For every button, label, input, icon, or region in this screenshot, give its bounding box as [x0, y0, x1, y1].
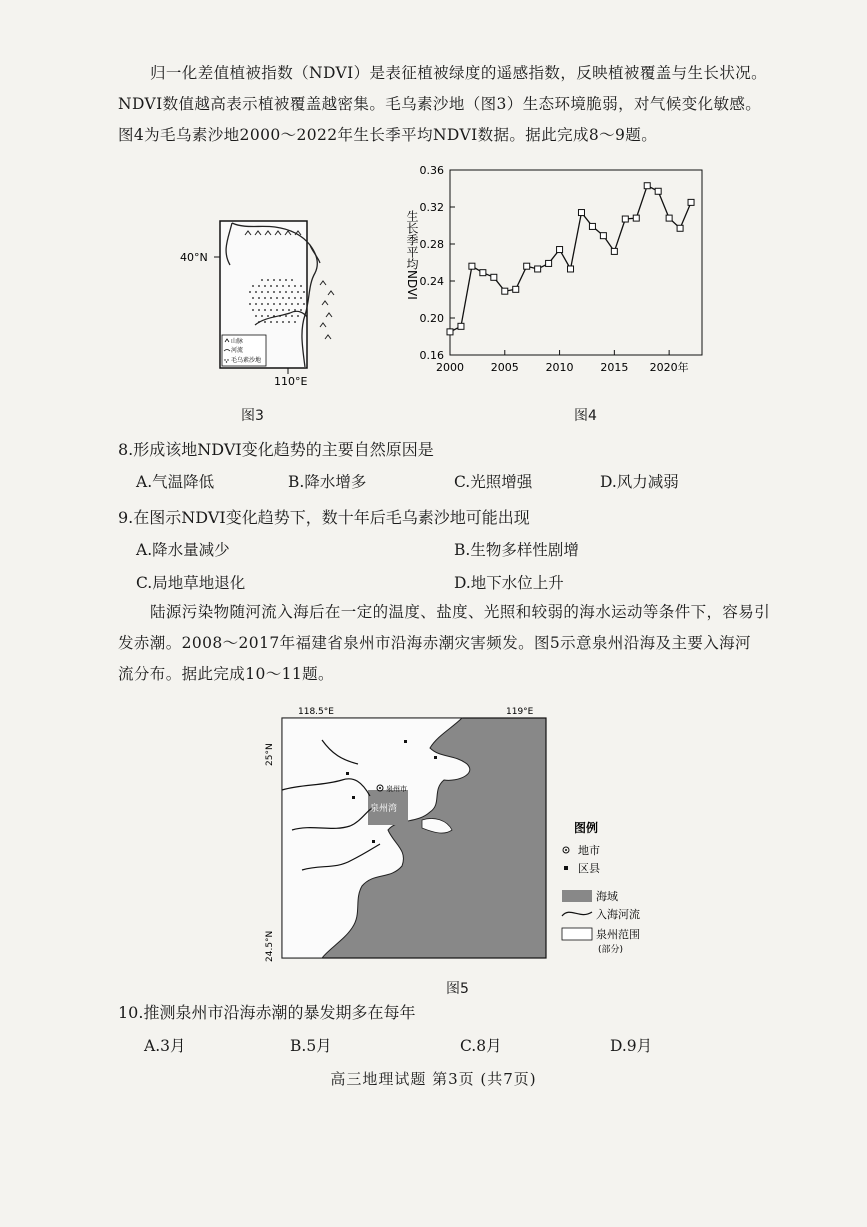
question-9-option-b[interactable]: B.生物多样性剧增 [454, 541, 579, 559]
longitude-label-119e: 119°E [506, 707, 534, 717]
longitude-label-118-5e: 118.5°E [298, 707, 334, 717]
legend-river-icon [562, 912, 592, 916]
desert-dot [294, 309, 296, 311]
desert-dot [267, 303, 269, 305]
desert-dot [300, 309, 302, 311]
desert-dot [255, 315, 257, 317]
longitude-label-110e: 110°E [274, 375, 308, 388]
desert-dot [273, 279, 275, 281]
desert-dot [285, 303, 287, 305]
y-tick-label: 0.36 [419, 164, 444, 177]
desert-dot [303, 303, 305, 305]
ndvi-data-point [491, 274, 497, 280]
ndvi-data-point [578, 210, 584, 216]
figure-3-caption: 图3 [241, 408, 264, 424]
legend-city-icon-dot [565, 849, 567, 851]
desert-dot [285, 291, 287, 293]
latitude-label-24-5n: 24.5°N [265, 930, 275, 962]
desert-dot [252, 285, 254, 287]
question-10-option-c[interactable]: C.8月 [460, 1037, 502, 1055]
chart-plot-frame [450, 170, 702, 355]
city-label-quanzhou: 泉州市 [386, 785, 407, 793]
x-tick-label: 2015 [600, 361, 629, 374]
question-8-option-c[interactable]: C.光照增强 [454, 473, 533, 491]
desert-dot [261, 303, 263, 305]
ndvi-data-point [447, 329, 453, 335]
ndvi-data-point [644, 183, 650, 189]
desert-dot [252, 297, 254, 299]
intro-line: 陆源污染物随河流入海后在一定的温度、盐度、光照和较弱的海水运动等条件下，容易引 [150, 603, 771, 621]
desert-dot [270, 297, 272, 299]
ndvi-data-point [469, 263, 475, 269]
ndvi-data-point [677, 225, 683, 231]
desert-dot [300, 297, 302, 299]
desert-dot [270, 309, 272, 311]
ndvi-data-point [611, 248, 617, 254]
desert-dot [288, 309, 290, 311]
question-9-option-d[interactable]: D.地下水位上升 [454, 574, 564, 592]
chart-y-axis-label: 生长季平均NDVI [405, 210, 419, 300]
desert-dot [303, 291, 305, 293]
ndvi-data-point [524, 263, 530, 269]
legend-sea-label: 海域 [596, 890, 618, 903]
y-tick-label: 0.20 [419, 312, 444, 325]
legend-river-label: 河流 [231, 347, 244, 354]
ndvi-data-point [546, 260, 552, 266]
desert-dot [273, 303, 275, 305]
desert-dot [276, 309, 278, 311]
desert-dot [291, 291, 293, 293]
desert-dot [291, 315, 293, 317]
ndvi-data-point [666, 215, 672, 221]
x-tick-label: 2005 [490, 361, 519, 374]
desert-dot [264, 321, 266, 323]
desert-dot [291, 303, 293, 305]
desert-dot [270, 321, 272, 323]
desert-dot [279, 279, 281, 281]
desert-dot [258, 321, 260, 323]
ndvi-data-point [688, 199, 694, 205]
desert-dot [300, 285, 302, 287]
desert-dot [294, 285, 296, 287]
legend-river-label: 入海河流 [596, 908, 640, 921]
y-tick-label: 0.32 [419, 201, 444, 214]
ndvi-data-point [480, 270, 486, 276]
desert-dot [261, 279, 263, 281]
intro-paragraph-ndvi [118, 58, 790, 151]
ndvi-data-point [535, 266, 541, 272]
desert-dot [273, 291, 275, 293]
intro-line: 发赤潮。2008～2017年福建省泉州市沿海赤潮灾害频发。图5示意泉州沿海及主要入海河 [118, 634, 751, 652]
desert-dot [258, 297, 260, 299]
ndvi-data-point [557, 247, 563, 253]
intro-line: 图4为毛乌素沙地2000～2022年生长季平均NDVI数据。据此完成8～9题。 [118, 126, 658, 144]
desert-dot [282, 309, 284, 311]
desert-dot [276, 285, 278, 287]
question-8-stem: 8.形成该地NDVI变化趋势的主要自然原因是 [118, 440, 434, 459]
legend-desert-label: 毛乌素沙地 [231, 357, 262, 364]
bay-label-quanzhou-bay: 泉州湾 [370, 804, 398, 814]
legend-quanzhou-range-icon [562, 928, 592, 940]
ndvi-data-point [513, 286, 519, 292]
desert-dot [276, 321, 278, 323]
intro-line: NDVI数值越高表示植被覆盖越密集。毛乌素沙地（图3）生态环境脆弱，对气候变化敏感。 [118, 95, 762, 113]
legend-partial-note: (部分) [598, 945, 624, 955]
desert-dot [282, 321, 284, 323]
intro-line: 归一化差值植被指数（NDVI）是表征植被绿度的遥感指数，反映植被覆盖与生长状况。 [150, 64, 768, 82]
latitude-label-25n: 25°N [265, 743, 275, 766]
ndvi-data-point [502, 288, 508, 294]
desert-dot [297, 315, 299, 317]
ndvi-data-point [589, 223, 595, 229]
legend-city-label: 地市 [578, 844, 600, 857]
question-8-option-b[interactable]: B.降水增多 [288, 473, 367, 491]
desert-dot [261, 315, 263, 317]
chart-series [447, 183, 694, 335]
desert-dot [288, 321, 290, 323]
question-8-option-a[interactable]: A.气温降低 [136, 473, 215, 491]
figure-4-caption: 图4 [574, 408, 597, 424]
question-9-stem: 9.在图示NDVI变化趋势下，数十年后毛乌素沙地可能出现 [118, 508, 530, 527]
question-9-option-a[interactable]: A.降水量减少 [136, 541, 230, 559]
question-9-option-c[interactable]: C.局地草地退化 [136, 574, 246, 592]
question-10-option-b[interactable]: B.5月 [290, 1037, 332, 1055]
legend-mountain-label: 山脉 [231, 338, 244, 345]
desert-dot [264, 285, 266, 287]
ndvi-series-line [450, 186, 691, 332]
desert-dot [255, 303, 257, 305]
intro-paragraph-red-tide [118, 597, 790, 690]
latitude-label-40n: 40°N [180, 251, 208, 264]
desert-dot [279, 315, 281, 317]
legend-county-label: 区县 [578, 862, 600, 875]
ndvi-data-point [622, 216, 628, 222]
legend-county-icon [564, 866, 568, 870]
ndvi-data-point [600, 233, 606, 239]
desert-dot [282, 297, 284, 299]
desert-dot [288, 297, 290, 299]
river-east [310, 245, 320, 263]
desert-dot [294, 321, 296, 323]
question-10-stem: 10.推测泉州市沿海赤潮的暴发期多在每年 [118, 1003, 416, 1022]
desert-dot [285, 315, 287, 317]
question-8-option-d[interactable]: D.风力减弱 [600, 473, 679, 491]
figure-4-ndvi-chart [390, 155, 730, 380]
legend-sea-icon [562, 890, 592, 902]
y-tick-label: 0.28 [419, 238, 444, 251]
desert-dot [297, 291, 299, 293]
ndvi-data-point [633, 215, 639, 221]
desert-dot [267, 315, 269, 317]
desert-dot [297, 303, 299, 305]
ndvi-data-point [458, 323, 464, 329]
question-10-option-a[interactable]: A.3月 [144, 1037, 186, 1055]
ndvi-data-point [568, 266, 574, 272]
desert-dot [282, 285, 284, 287]
figure-5-map [262, 700, 682, 970]
figure-3-map [170, 205, 340, 390]
legend-title: 图例 [574, 821, 599, 835]
city-symbol-dot [379, 787, 381, 789]
desert-dot [264, 309, 266, 311]
desert-dot [279, 303, 281, 305]
desert-dot [291, 279, 293, 281]
desert-dot [261, 291, 263, 293]
question-10-option-d[interactable]: D.9月 [610, 1037, 653, 1055]
desert-dot [285, 279, 287, 281]
y-tick-label: 0.24 [419, 275, 444, 288]
desert-dot [279, 291, 281, 293]
desert-dot [249, 291, 251, 293]
intro-line: 流分布。据此完成10～11题。 [118, 665, 334, 683]
desert-dot [252, 309, 254, 311]
desert-dot [270, 285, 272, 287]
desert-dot [267, 279, 269, 281]
x-tick-label: 2010 [545, 361, 574, 374]
desert-dot [255, 291, 257, 293]
desert-dot [258, 285, 260, 287]
desert-dot [276, 297, 278, 299]
desert-dot [294, 297, 296, 299]
figure-5-caption: 图5 [446, 981, 469, 997]
x-tick-label: 2020年 [649, 361, 689, 374]
desert-dot [267, 291, 269, 293]
x-tick-label: 2000 [436, 361, 464, 374]
y-tick-label: 0.16 [419, 349, 444, 362]
desert-dot [264, 297, 266, 299]
ndvi-data-point [655, 188, 661, 194]
desert-dot [249, 303, 251, 305]
desert-dot [288, 285, 290, 287]
desert-dot [258, 309, 260, 311]
page-footer: 高三地理试题 第3页 (共7页) [330, 1070, 537, 1088]
legend-quanzhou-range-label: 泉州范围 [596, 928, 640, 941]
desert-dot [273, 315, 275, 317]
